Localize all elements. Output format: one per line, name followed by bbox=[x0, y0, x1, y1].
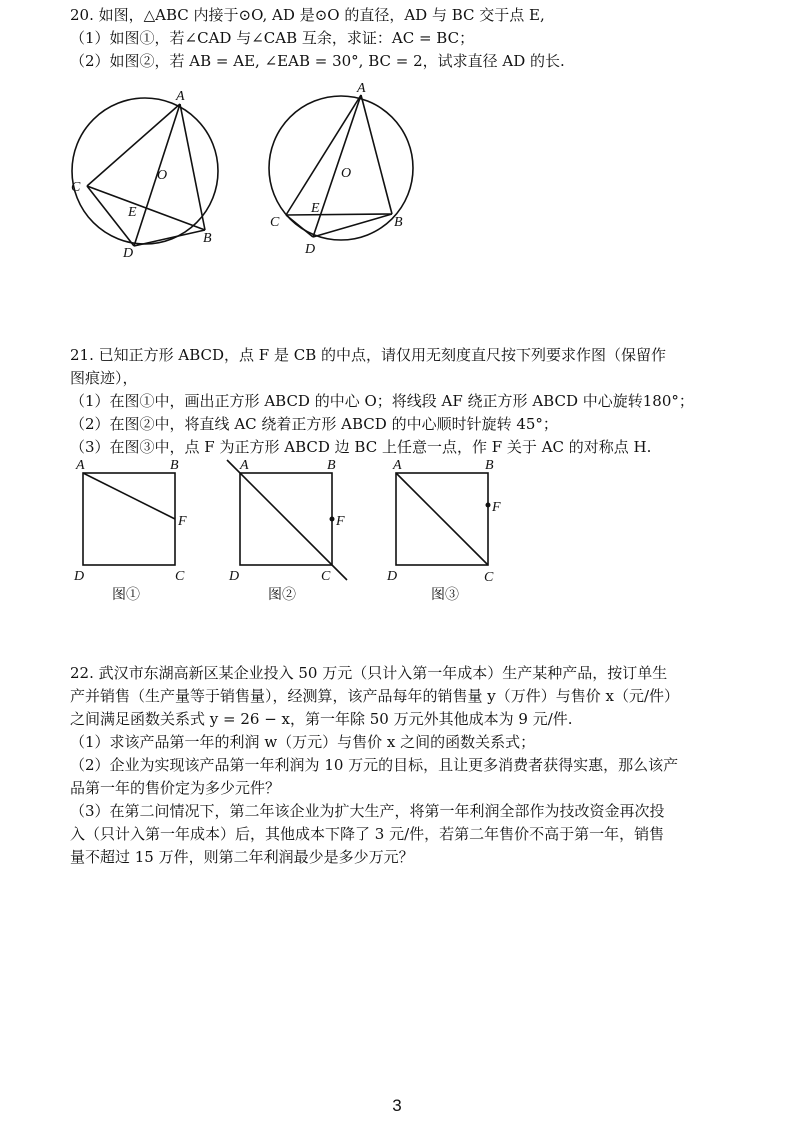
segment-ab bbox=[180, 104, 205, 230]
q21-figure-2 bbox=[225, 455, 360, 605]
label-d: D bbox=[387, 569, 398, 584]
q21-line-2: 图痕迹）， bbox=[70, 369, 138, 387]
segment-ac bbox=[396, 473, 488, 565]
segment-af bbox=[83, 473, 175, 519]
q20-line-3: （2）如图②，若 AB = AE, ∠EAB = 30°, BC = 2，试求直径 AD 的长. bbox=[70, 52, 565, 70]
q21-figure-1 bbox=[70, 455, 200, 605]
label-b: B bbox=[485, 458, 494, 473]
label-b: B bbox=[203, 231, 212, 246]
label-c: C bbox=[175, 569, 185, 584]
label-c: C bbox=[484, 570, 494, 585]
label-d: D bbox=[74, 569, 85, 584]
point-f bbox=[486, 503, 491, 508]
label-e: E bbox=[311, 201, 320, 216]
q21-line-1: 21. 已知正方形 ABCD，点 F 是 CB 的中点，请仅用无刻度直尺按下列要求作图（保留作 bbox=[70, 346, 667, 364]
label-e: E bbox=[128, 205, 137, 220]
q20-line-1: 20. 如图，△ABC 内接于⊙O, AD 是⊙O 的直径，AD 与 BC 交于点 E, bbox=[70, 6, 545, 24]
q22-line-3: 之间满足函数关系式 y = 26 − x，第一年除 50 万元外其他成本为 9 元/件. bbox=[70, 710, 573, 728]
label-a: A bbox=[176, 89, 185, 104]
label-c: C bbox=[71, 180, 81, 195]
label-d: D bbox=[123, 246, 134, 261]
label-o: O bbox=[157, 168, 168, 183]
segment-ac bbox=[286, 95, 361, 215]
q21-figure-3 bbox=[383, 455, 513, 605]
label-b: B bbox=[327, 458, 336, 473]
label-c: C bbox=[270, 215, 280, 230]
label-a: A bbox=[240, 458, 249, 473]
label-d: D bbox=[229, 569, 240, 584]
q22-line-7: （3）在第二问情况下，第二年该企业为扩大生产，将第一年利润全部作为技改资金再次投 bbox=[70, 802, 665, 820]
q21-line-5: （3）在图③中，点 F 为正方形 ABCD 边 BC 上任意一点，作 F 关于 AC 的对称点 H. bbox=[70, 438, 652, 456]
caption-fig-1: 图① bbox=[112, 588, 140, 603]
q21-line-4: （2）在图②中，将直线 AC 绕着正方形 ABCD 的中心顺时针旋转 45°； bbox=[70, 415, 558, 433]
label-a: A bbox=[393, 458, 402, 473]
q20-line-2: （1）如图①，若∠CAD 与∠CAB 互余，求证：AC = BC； bbox=[70, 29, 475, 47]
label-o: O bbox=[341, 166, 352, 181]
line-ac bbox=[227, 460, 347, 580]
segment-db bbox=[313, 214, 392, 237]
caption-fig-3: 图③ bbox=[431, 588, 459, 603]
segment-cd bbox=[286, 215, 313, 237]
point-f bbox=[330, 517, 335, 522]
label-c: C bbox=[321, 569, 331, 584]
caption-fig-2: 图② bbox=[268, 588, 296, 603]
page-number: 3 bbox=[392, 1096, 402, 1115]
q22-line-6: 品第一年的售价定为多少元件？ bbox=[70, 779, 281, 797]
label-f: F bbox=[336, 514, 345, 529]
segment-ad bbox=[313, 95, 361, 237]
label-b: B bbox=[170, 458, 179, 473]
q22-line-4: （1）求该产品第一年的利润 w（万元）与售价 x 之间的函数关系式； bbox=[70, 733, 536, 751]
label-f: F bbox=[492, 500, 501, 515]
q22-line-1: 22. 武汉市东湖高新区某企业投入 50 万元（只计入第一年成本）生产某种产品，按订单生 bbox=[70, 664, 668, 682]
q20-figure-2 bbox=[260, 76, 430, 266]
q22-line-8: 入（只计入第一年成本）后，其他成本下降了 3 元/件，若第二年售价不高于第一年，销售 bbox=[70, 825, 665, 843]
q20-figure-1 bbox=[60, 76, 260, 266]
circle-o bbox=[72, 98, 218, 244]
label-b: B bbox=[394, 215, 403, 230]
q22-line-5: （2）企业为实现该产品第一年利润为 10 万元的目标，且让更多消费者获得实惠，那么该产 bbox=[70, 756, 679, 774]
segment-cb bbox=[286, 214, 392, 215]
q22-line-9: 量不超过 15 万件，则第二年利润最少是多少万元？ bbox=[70, 848, 414, 866]
label-a: A bbox=[76, 458, 85, 473]
label-f: F bbox=[178, 514, 187, 529]
segment-db bbox=[134, 230, 205, 246]
q21-line-3: （1）在图①中，画出正方形 ABCD 的中心 O；将线段 AF 绕正方形 ABCD 中心旋转180°； bbox=[70, 392, 694, 410]
q22-line-2: 产并销售（生产量等于销售量），经测算，该产品每年的销售量 y（万件）与售价 x（元/件） bbox=[70, 687, 680, 705]
label-a: A bbox=[357, 81, 366, 96]
label-d: D bbox=[305, 242, 316, 257]
square-abcd bbox=[83, 473, 175, 565]
